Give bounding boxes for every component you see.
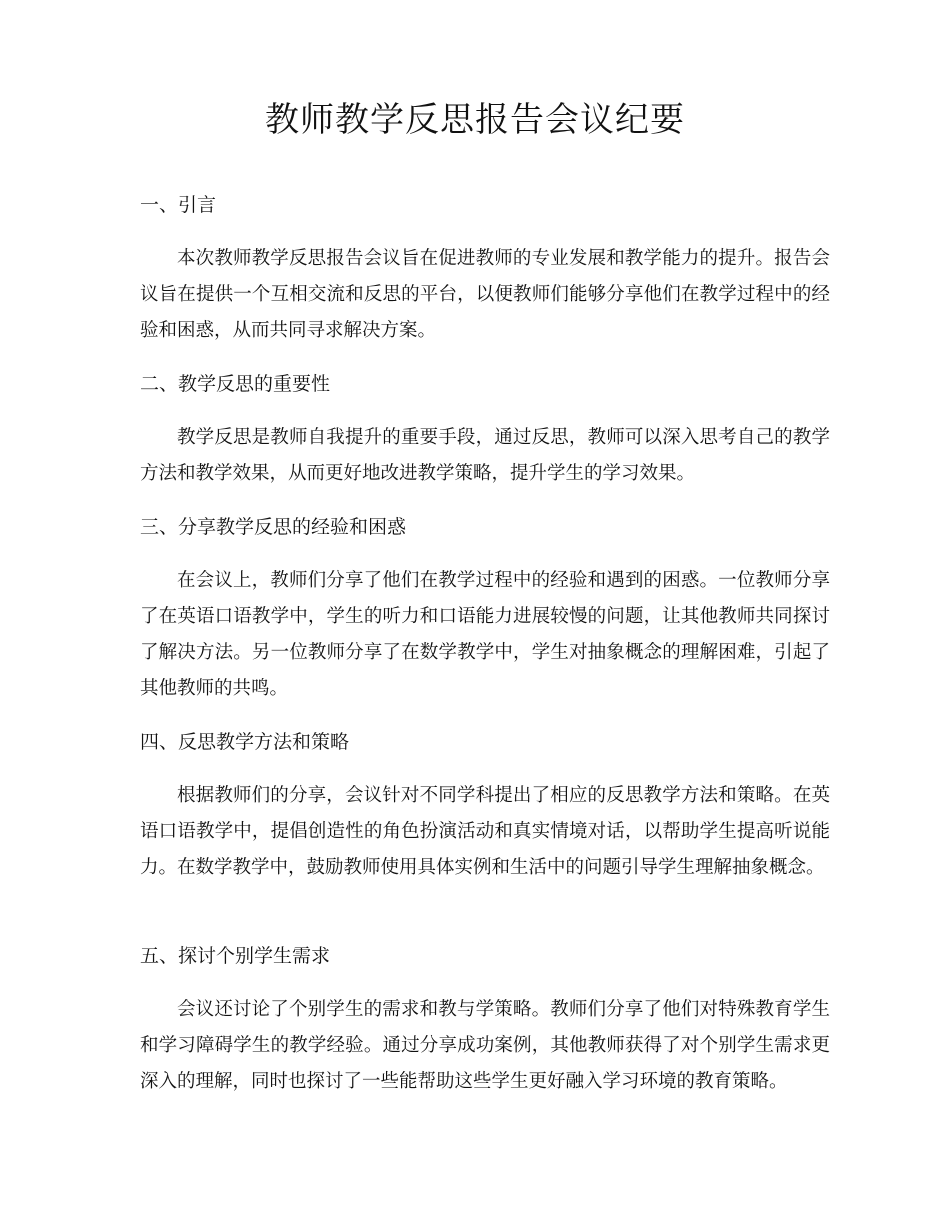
- section-paragraph: 本次教师教学反思报告会议旨在促进教师的专业发展和教学能力的提升。报告会议旨在提供一个互相交流和反思的平台，以便教师们能够分享他们在教学过程中的经验和困惑，从而共同寻求解决方案。: [140, 248, 830, 341]
- document-title: 教师教学反思报告会议纪要: [265, 100, 685, 140]
- section-heading: 二、教学反思的重要性: [140, 373, 331, 395]
- section-paragraph: 会议还讨论了个别学生的需求和教与学策略。教师们分享了他们对特殊教育学生和学习障碍学生的教学经验。通过分享成功案例，其他教师获得了对个别学生需求更深入的理解，同时也探讨了一些能帮助这些学生更好融入学习环境的教育策略。: [140, 999, 830, 1092]
- section-paragraph: 在会议上，教师们分享了他们在教学过程中的经验和遇到的困惑。一位教师分享了在英语口语教学中，学生的听力和口语能力进展较慢的问题，让其他教师共同探讨了解决方法。另一位教师分享了在数学教学中，学生对抽象概念的理解困难，引起了其他教师的共鸣。: [140, 570, 830, 699]
- section-heading: 五、探讨个别学生需求: [140, 945, 331, 967]
- section-heading: 一、引言: [140, 194, 217, 216]
- section-heading: 三、分享教学反思的经验和困惑: [140, 516, 407, 538]
- section-methods-and-strategies: [140, 728, 830, 886]
- section-paragraph: 教学反思是教师自我提升的重要手段，通过反思，教师可以深入思考自己的教学方法和教学效果，从而更好地改进教学策略，提升学生的学习效果。: [140, 427, 830, 484]
- section-individual-student-needs: [140, 942, 830, 1100]
- section-importance-of-reflection: [140, 370, 830, 492]
- section-paragraph: 根据教师们的分享，会议针对不同学科提出了相应的反思教学方法和策略。在英语口语教学中，提倡创造性的角色扮演活动和真实情境对话，以帮助学生提高听说能力。在数学教学中，鼓励教师使用具体实例和生活中的问题引导学生理解抽象概念。: [140, 785, 830, 878]
- section-introduction: [140, 191, 830, 349]
- section-sharing-experiences: [140, 513, 830, 707]
- section-heading: 四、反思教学方法和策略: [140, 731, 350, 753]
